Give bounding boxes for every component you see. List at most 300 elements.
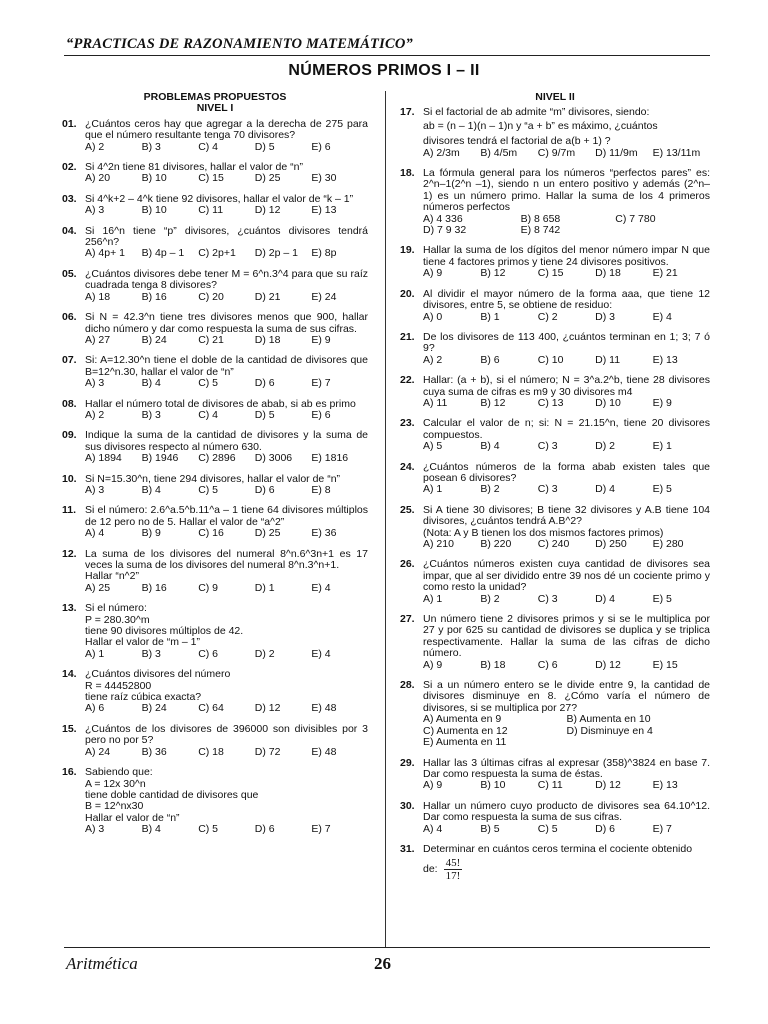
- page-title: NÚMEROS PRIMOS I – II: [288, 62, 480, 79]
- option: A) 25: [85, 581, 111, 594]
- option: D) 10: [595, 396, 621, 409]
- answer-options: [85, 485, 368, 496]
- right-problem-list-tail: [400, 758, 710, 835]
- problem-text: Hallar “n^2”: [85, 570, 139, 583]
- problem-number: 18.: [400, 167, 415, 180]
- option: E) 8 742: [520, 224, 561, 237]
- option: E) 30: [311, 172, 337, 185]
- option: E) 8p: [311, 247, 337, 260]
- option: A) 4: [85, 527, 105, 540]
- problem: [62, 162, 368, 185]
- option: E) 7: [311, 377, 331, 390]
- problem-number: 29.: [400, 756, 415, 769]
- problem-text: P = 280.30^m: [85, 613, 150, 626]
- page-number: 26: [374, 954, 391, 973]
- problem: [400, 375, 710, 409]
- option: B) 2: [480, 592, 500, 605]
- answer-options: [423, 268, 710, 279]
- answer-options: [423, 312, 710, 323]
- problem-number: 05.: [62, 267, 77, 280]
- problem-number: 31.: [400, 842, 415, 855]
- problem-text: Hallar un número cuyo producto de divisores sea 64.10^12. Dar como respuesta la suma de sus cifras.: [423, 799, 710, 824]
- option: A) 210: [423, 538, 454, 550]
- option: B) 4p – 1: [141, 247, 185, 260]
- problem: [400, 332, 710, 366]
- problem: [400, 168, 710, 236]
- problem: [62, 724, 368, 758]
- answer-options: [85, 453, 368, 464]
- answer-options: [423, 824, 710, 835]
- option: B) 4: [141, 823, 161, 836]
- problem-text: Hallar las 3 últimas cifras al expresar (358)^3824 en base 7. Dar como respuesta la suma de éstas.: [423, 756, 710, 780]
- option: A) 6: [85, 702, 105, 715]
- option: E) 5: [652, 483, 672, 496]
- problem-number: 02.: [62, 161, 77, 174]
- option: D) 72: [254, 745, 281, 758]
- option: D) 2: [595, 440, 616, 453]
- option: E) 1816: [311, 452, 349, 465]
- option: E) 8: [311, 483, 331, 496]
- option: C) 4: [198, 140, 219, 153]
- option: E) 21: [652, 267, 678, 280]
- option: D) 12: [595, 658, 621, 671]
- problem: [62, 399, 368, 422]
- option: D) 12: [254, 204, 281, 217]
- option: D) 250: [595, 538, 627, 550]
- option: C) 64: [198, 702, 224, 715]
- option: C) 15: [537, 267, 564, 280]
- problem-number: 20.: [400, 287, 415, 300]
- option: E) 4: [311, 581, 331, 594]
- left-column: [62, 92, 368, 836]
- problem: [400, 614, 710, 671]
- option: D) 3: [595, 310, 616, 323]
- problem: [400, 680, 710, 748]
- option: B) 10: [141, 204, 167, 217]
- problem-text: Si: A=12.30^n tiene el doble de la cantidad de divisores que B=12^n.30, hallar el valor de “n”: [85, 354, 368, 378]
- problem-number: 04.: [62, 224, 77, 237]
- answer-options: [85, 173, 368, 184]
- problem-number: 06.: [62, 311, 77, 324]
- problem-number: 19.: [400, 244, 415, 257]
- option: D) 18: [595, 267, 621, 280]
- option: C) Aumenta en 12: [423, 724, 508, 737]
- option: E) 36: [311, 527, 337, 540]
- option: C) 11: [537, 779, 563, 792]
- option: C) 5: [198, 377, 219, 390]
- problem: [62, 669, 368, 715]
- option: B) 16: [141, 581, 167, 594]
- problem-text: de:: [423, 863, 438, 876]
- option: A) 1: [85, 647, 105, 660]
- option: A) 3: [85, 483, 105, 496]
- option: A) 1: [423, 483, 443, 496]
- problem: [400, 559, 710, 605]
- option: E) 4: [652, 310, 672, 323]
- problem-text: ¿Cuántos de los divisores de 396000 son divisibles por 3 pero no por 5?: [85, 722, 368, 747]
- problem-text: Hallar el valor de “n”: [85, 811, 180, 824]
- option: D) 18: [254, 333, 281, 346]
- problem: [62, 505, 368, 539]
- option: B) 220: [480, 538, 512, 550]
- problem-text: Si 4^2n tiene 81 divisores, hallar el valor de “n”: [85, 161, 303, 174]
- problem-text: (Nota: A y B tienen los dos mismos factores primos): [423, 526, 664, 539]
- option: A) 2: [85, 408, 105, 421]
- option: E) 15: [652, 658, 678, 671]
- option: B) 10: [141, 172, 167, 185]
- problem-text: divisores tendrá el factorial de a(b + 1) ?: [423, 135, 611, 148]
- problem: [400, 758, 710, 792]
- option: C) 240: [537, 538, 570, 550]
- option: B) 4: [141, 483, 161, 496]
- option: B) 12: [480, 396, 506, 409]
- problem: [62, 549, 368, 595]
- option: C) 2p+1: [198, 247, 236, 260]
- option: E) 13: [652, 353, 678, 366]
- problem-text: ¿Cuántos números de la forma abab existen tales que posean 6 divisores?: [423, 460, 710, 484]
- option: C) 5: [198, 483, 219, 496]
- fraction-denominator: 17!: [445, 870, 461, 883]
- problem-text: Si el factorial de ab admite “m” divisores, siendo:: [423, 106, 650, 119]
- option: B) 3: [141, 647, 161, 660]
- problem: [400, 801, 710, 835]
- answer-options: [85, 292, 368, 303]
- problem-text: ¿Cuántos ceros hay que agregar a la derecha de 275 para que el número resultante tenga 70 divisores?: [85, 117, 368, 142]
- problem-number: 01.: [62, 117, 77, 130]
- problem-text: tiene doble cantidad de divisores que: [85, 788, 259, 801]
- problem-number: 25.: [400, 503, 415, 516]
- problem-text: Si 4^k+2 – 4^k tiene 92 divisores, hallar el valor de “k – 1”: [85, 192, 354, 205]
- option: E) 7: [652, 822, 672, 835]
- problem-text: Si el número: 2.6^a.5^b.11^a – 1 tiene 64 divisores múltiplos de 12 pero no de 5. Hallar el valor de “a^2”: [85, 504, 368, 528]
- problem-text: ¿Cuántos divisores debe tener M = 6^n.3^4 para que su raíz cuadrada tenga 8 divisores?: [85, 267, 368, 292]
- option: A) 0: [423, 310, 443, 323]
- option: C) 6: [537, 658, 558, 671]
- level-heading: NIVEL I: [196, 102, 234, 115]
- header-rule: [64, 55, 710, 56]
- problem-number: 28.: [400, 679, 415, 692]
- problem-text: La fórmula general para los números “perfectos pares” es: 2^n–1(2^n –1), siendo n un entero positivo y además (2^n– 1) es un número primo. Hallar la suma de los 4 primeros números perfectos: [423, 167, 710, 214]
- level-heading: NIVEL II: [535, 91, 575, 103]
- option: A) 18: [85, 290, 111, 303]
- problem-text: Un número tiene 2 divisores primos y si se le multiplica por 27 y por 625 su cantidad de divisores se duplica y se triplica respectivamente. Hallar la suma de las cifras de dicho número.: [423, 613, 710, 660]
- problem: [62, 119, 368, 153]
- option: A) Aumenta en 9: [423, 713, 502, 726]
- option: D) 12: [595, 779, 621, 792]
- option: B) 4/5m: [480, 146, 518, 159]
- option: C) 7 780: [615, 212, 656, 225]
- option: E) 280: [652, 538, 684, 550]
- problem-number: 08.: [62, 397, 77, 410]
- option: D) 6: [254, 823, 275, 836]
- option: C) 10: [537, 353, 564, 366]
- problem-number: 24.: [400, 460, 415, 473]
- option: D) 1: [254, 581, 275, 594]
- answer-options: [423, 398, 710, 409]
- problem-text: Hallar el valor de “m – 1”: [85, 636, 200, 649]
- option: A) 9: [423, 267, 443, 280]
- answer-options: [423, 441, 710, 452]
- problem-text: ¿Cuántos divisores del número: [85, 668, 231, 681]
- answer-options: [423, 780, 710, 791]
- option: B) 4: [480, 440, 500, 453]
- option: C) 9: [198, 581, 219, 594]
- option: A) 27: [85, 333, 111, 346]
- answer-options: [423, 594, 710, 605]
- option: C) 3: [537, 483, 558, 496]
- answer-options: [423, 355, 710, 366]
- option: E) Aumenta en 11: [423, 736, 507, 749]
- problem: [400, 289, 710, 323]
- answer-options: [85, 248, 368, 259]
- problem: [400, 505, 710, 551]
- option: C) 2: [537, 310, 558, 323]
- option: C) 9/7m: [537, 146, 576, 159]
- problem-text: De los divisores de 113 400, ¿cuántos terminan en 1; 3; 7 ó 9?: [423, 330, 710, 355]
- problem-text: tiene raíz cúbica exacta?: [85, 691, 202, 704]
- option: D) 2: [254, 647, 275, 660]
- problem: [400, 844, 710, 882]
- problem-text: La suma de los divisores del numeral 8^n.6^3n+1 es 17 veces la suma de los divisores del numeral 8^n.3^n+1.: [85, 547, 368, 571]
- option: A) 4p+ 1: [85, 247, 125, 260]
- option: C) 6: [198, 647, 219, 660]
- left-problem-list: [62, 119, 368, 836]
- option: A) 4 336: [423, 212, 463, 225]
- problem: [62, 312, 368, 346]
- option: C) 3: [537, 592, 558, 605]
- problem-text: Determinar en cuántos ceros termina el cociente obtenido: [423, 842, 693, 855]
- problem-number: 07.: [62, 354, 77, 367]
- problem-number: 11.: [62, 504, 77, 517]
- problem: [62, 603, 368, 660]
- option: D) 25: [254, 527, 281, 540]
- option: C) 11: [198, 204, 224, 217]
- option: C) 3: [537, 440, 558, 453]
- option: B) 24: [141, 702, 167, 715]
- option: B) 8 658: [520, 212, 561, 225]
- option: A) 24: [85, 745, 111, 758]
- option: B) 5: [480, 822, 500, 835]
- option: E) 5: [652, 592, 672, 605]
- option: C) 13: [537, 396, 564, 409]
- problem-text: ¿Cuántos números existen cuya cantidad de divisores sea impar, que al ser dividido entre 39 nos dé un cociente primo y como resto la unidad?: [423, 558, 710, 594]
- problem-text: Hallar: (a + b), si el número; N = 3^a.2^b, tiene 28 divisores cuya suma de cifras es m9 y 30 divisores m4: [423, 374, 710, 398]
- problem: [400, 418, 710, 452]
- answer-options: [85, 583, 368, 594]
- option: D) 21: [254, 290, 281, 303]
- option: C) 5: [537, 822, 558, 835]
- option: D) 5: [254, 140, 275, 153]
- answer-options: [423, 214, 710, 237]
- option: E) 4: [311, 647, 331, 660]
- fraction: [444, 857, 463, 882]
- option: A) 2: [423, 353, 443, 366]
- option: C) 2896: [198, 452, 236, 465]
- problem-number: 27.: [400, 613, 415, 626]
- answer-options: [85, 528, 368, 539]
- right-column: [400, 92, 710, 882]
- answer-options: [85, 747, 368, 758]
- option: E) 6: [311, 140, 331, 153]
- problem-text: Si N=15.30^n, tiene 294 divisores, hallar el valor de “n”: [85, 472, 341, 485]
- problem-text: Hallar la suma de los dígitos del menor número impar N que tiene 4 factores primos y tiene 24 divisores positivos.: [423, 244, 710, 268]
- problem-number: 21.: [400, 330, 415, 343]
- problem: [62, 269, 368, 303]
- section-heading: PROBLEMAS PROPUESTOS: [143, 91, 287, 103]
- option: A) 11: [423, 396, 448, 409]
- option: D) 11/9m: [595, 146, 638, 159]
- option: D) 12: [254, 702, 281, 715]
- problem-text: Si a un número entero se le divide entre 9, la cantidad de divisores disminuye en 8. ¿Cómo varía el número de divisores, si se multiplica por 27?: [423, 679, 710, 714]
- option: B) 24: [141, 333, 167, 346]
- option: B) Aumenta en 10: [566, 713, 651, 726]
- option: D) Disminuye en 4: [566, 724, 653, 737]
- option: E) 48: [311, 745, 337, 758]
- option: D) 11: [595, 353, 621, 366]
- option: A) 3: [85, 377, 105, 390]
- option: B) 4: [141, 377, 161, 390]
- book-title: “PRACTICAS DE RAZONAMIENTO MATEMÁTICO”: [66, 36, 413, 52]
- problem-text: B = 12^nx30: [85, 800, 144, 813]
- option: D) 6: [595, 822, 616, 835]
- option: A) 9: [423, 779, 443, 792]
- option: B) 9: [141, 527, 161, 540]
- answer-options: [85, 335, 368, 346]
- problem-number: 15.: [62, 722, 77, 735]
- problem-number: 22.: [400, 374, 415, 387]
- answer-options: [85, 703, 368, 714]
- problem-number: 17.: [400, 106, 415, 119]
- option: A) 1: [423, 592, 443, 605]
- option: E) 6: [311, 408, 331, 421]
- option: A) 5: [423, 440, 443, 453]
- option: E) 13/11m: [652, 146, 701, 159]
- problem: [400, 107, 710, 159]
- answer-options: [85, 649, 368, 660]
- option: D) 3006: [254, 452, 293, 465]
- option: D) 4: [595, 592, 616, 605]
- problem-text: Sabiendo que:: [85, 766, 153, 779]
- option: C) 15: [198, 172, 224, 185]
- option: A) 3: [85, 823, 105, 836]
- answer-options: [423, 484, 710, 495]
- option: C) 18: [198, 745, 224, 758]
- problem: [62, 474, 368, 497]
- problem-text: Al dividir el mayor número de la forma aaa, que tiene 12 divisores, entre 5, se obtiene de residuo:: [423, 287, 710, 312]
- answer-options: [85, 378, 368, 389]
- problem-number: 13.: [62, 602, 77, 615]
- problem-text: Si A tiene 30 divisores; B tiene 32 divisores y A.B tiene 104 divisores, ¿cuántos tendrá A.B^2?: [423, 503, 710, 528]
- option: A) 2/3m: [423, 146, 460, 159]
- option: A) 1894: [85, 452, 122, 465]
- footer-rule: [64, 947, 710, 948]
- option: A) 2: [85, 140, 105, 153]
- problem-number: 12.: [62, 547, 77, 560]
- option: B) 18: [480, 658, 506, 671]
- option: C) 4: [198, 408, 219, 421]
- problem-text: A = 12x 30^n: [85, 777, 146, 790]
- problem-number: 03.: [62, 192, 77, 205]
- problem: [400, 462, 710, 496]
- option: C) 21: [198, 333, 224, 346]
- problem-text: Calcular el valor de n; si: N = 21.15^n, tiene 20 divisores compuestos.: [423, 417, 710, 441]
- problem-text: Indique la suma de la cantidad de divisores y la suma de sus divisores respecto al número 630.: [85, 429, 368, 453]
- option: D) 6: [254, 377, 275, 390]
- problem-text: tiene 90 divisores múltiplos de 42.: [85, 625, 244, 638]
- option: E) 13: [311, 204, 337, 217]
- option: E) 1: [652, 440, 672, 453]
- problem: [62, 194, 368, 217]
- option: C) 20: [198, 290, 224, 303]
- right-problem-list: [400, 245, 710, 671]
- problem-number: 10.: [62, 472, 77, 485]
- option: C) 16: [198, 527, 224, 540]
- option: B) 16: [141, 290, 167, 303]
- problem-number: 30.: [400, 799, 415, 812]
- option: A) 20: [85, 172, 111, 185]
- answer-options: [85, 205, 368, 216]
- problem-number: 09.: [62, 429, 77, 442]
- problem-text: Hallar el número total de divisores de abab, si ab es primo: [85, 397, 356, 410]
- answer-options: [423, 539, 710, 550]
- problem: [62, 226, 368, 260]
- answer-options: [423, 148, 710, 159]
- option: B) 3: [141, 140, 161, 153]
- option: B) 1: [480, 310, 500, 323]
- option: B) 10: [480, 779, 506, 792]
- option: D) 7 9 32: [423, 224, 467, 237]
- option: E) 9: [311, 333, 331, 346]
- option: B) 12: [480, 267, 506, 280]
- answer-options: [423, 714, 710, 748]
- footer-subject: Aritmética: [66, 954, 138, 973]
- problem: [62, 767, 368, 835]
- option: B) 36: [141, 745, 167, 758]
- option: D) 2p – 1: [254, 247, 298, 260]
- column-divider: [385, 91, 386, 947]
- option: A) 9: [423, 658, 443, 671]
- option: D) 4: [595, 483, 616, 496]
- answer-options: [85, 824, 368, 835]
- fraction-numerator: 45!: [445, 857, 461, 870]
- problem-text: Si el número:: [85, 602, 147, 615]
- option: E) 7: [311, 823, 331, 836]
- option: B) 2: [480, 483, 500, 496]
- answer-options: [85, 142, 368, 153]
- problem-number: 16.: [62, 766, 77, 779]
- option: E) 9: [652, 396, 672, 409]
- option: B) 6: [480, 353, 500, 366]
- problem-text: Si N = 42.3^n tiene tres divisores menos que 900, hallar dicho número y dar como respuesta la suma de sus cifras.: [85, 311, 368, 335]
- problem: [62, 355, 368, 389]
- problem-text: R = 44452800: [85, 679, 152, 692]
- option: B) 1946: [141, 452, 179, 465]
- option: E) 48: [311, 702, 337, 715]
- option: C) 5: [198, 823, 219, 836]
- option: D) 25: [254, 172, 281, 185]
- problem-text: ab = (n – 1)(n – 1)n y “a + b” es máximo, ¿cuántos: [423, 119, 658, 132]
- problem: [400, 245, 710, 279]
- option: D) 6: [254, 483, 275, 496]
- answer-options: [85, 410, 368, 421]
- answer-options: [423, 660, 710, 671]
- option: A) 4: [423, 822, 443, 835]
- option: E) 13: [652, 779, 678, 792]
- option: D) 5: [254, 408, 275, 421]
- option: B) 3: [141, 408, 161, 421]
- problem: [62, 430, 368, 464]
- option: E) 24: [311, 290, 337, 303]
